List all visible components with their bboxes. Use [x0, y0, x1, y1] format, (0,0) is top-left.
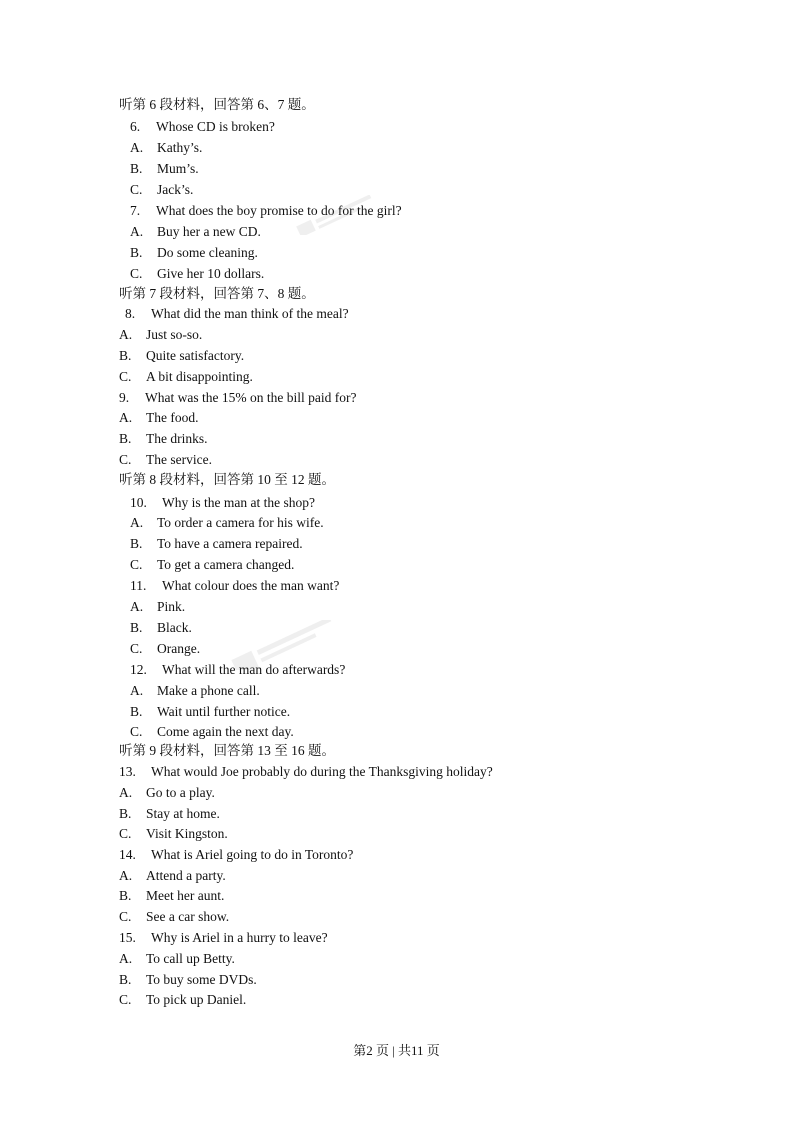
option-label: B.	[130, 704, 143, 719]
option	[119, 430, 208, 448]
option-label: A.	[130, 599, 144, 614]
option-label: C.	[130, 182, 143, 197]
section-header: 听第 6 段材料，回答第 6、7 题。	[119, 97, 315, 112]
question	[125, 305, 349, 323]
option-label: A.	[119, 785, 133, 800]
option-text: Do some cleaning.	[157, 245, 258, 260]
question-text: What was the 15% on the bill paid for?	[145, 390, 357, 405]
option-label: A.	[130, 224, 144, 239]
option-text: See a car show.	[146, 909, 230, 924]
question	[130, 202, 402, 220]
question-text: Whose CD is broken?	[156, 119, 275, 134]
option-label: C.	[119, 992, 132, 1007]
option	[119, 971, 257, 989]
option-text: Buy her a new CD.	[157, 224, 261, 239]
question	[119, 929, 328, 947]
option-label: B.	[130, 245, 143, 260]
option	[130, 556, 294, 574]
option-text: Mum’s.	[157, 161, 199, 176]
option-text: To pick up Daniel.	[146, 992, 247, 1007]
option-text: Just so-so.	[146, 327, 203, 342]
question-number: 14.	[119, 847, 136, 862]
option-label: B.	[119, 431, 132, 446]
question-text: What does the boy promise to do for the girl?	[156, 203, 402, 218]
option	[130, 723, 294, 741]
option-text: Stay at home.	[146, 806, 220, 821]
option	[119, 867, 226, 885]
option-text: The service.	[146, 452, 212, 467]
question-number: 13.	[119, 764, 136, 779]
question-number: 15.	[119, 930, 136, 945]
option	[119, 825, 228, 843]
option	[130, 265, 264, 283]
option	[130, 640, 200, 658]
option-label: C.	[130, 557, 143, 572]
option-text: Kathy’s.	[157, 140, 203, 155]
option-text: To call up Betty.	[146, 951, 235, 966]
option	[119, 451, 212, 469]
option-label: B.	[119, 806, 132, 821]
option	[130, 619, 192, 637]
option-label: A.	[119, 410, 133, 425]
option-text: The food.	[146, 410, 199, 425]
option-text: To have a camera repaired.	[157, 536, 303, 551]
option-text: Meet her aunt.	[146, 888, 225, 903]
option	[130, 682, 260, 700]
option-label: A.	[119, 951, 133, 966]
option-label: B.	[119, 348, 132, 363]
option	[119, 347, 244, 365]
option-text: To get a camera changed.	[157, 557, 295, 572]
section-header: 听第 7 段材料，回答第 7、8 题。	[119, 286, 315, 301]
option-text: Quite satisfactory.	[146, 348, 245, 363]
option-text: To order a camera for his wife.	[157, 515, 324, 530]
option	[119, 326, 202, 344]
option	[119, 805, 220, 823]
option	[119, 991, 246, 1009]
option-label: C.	[119, 826, 132, 841]
option-label: B.	[130, 620, 143, 635]
option-label: B.	[119, 888, 132, 903]
option-label: C.	[130, 641, 143, 656]
option	[119, 409, 198, 427]
question-number: 7.	[130, 203, 141, 218]
question-text: Why is the man at the shop?	[162, 495, 315, 510]
option-label: C.	[119, 452, 132, 467]
page-footer: 第2 页 | 共11 页	[353, 1043, 440, 1058]
option	[130, 535, 303, 553]
option-label: B.	[119, 972, 132, 987]
question	[130, 118, 275, 136]
option-label: B.	[130, 161, 143, 176]
section-header: 听第 9 段材料，回答第 13 至 16 题。	[119, 743, 335, 758]
option	[119, 368, 253, 386]
option	[119, 950, 235, 968]
option	[130, 223, 261, 241]
question-text: What colour does the man want?	[162, 578, 340, 593]
option-text: Attend a party.	[146, 868, 226, 883]
question-text: Why is Ariel in a hurry to leave?	[151, 930, 328, 945]
option-text: Wait until further notice.	[157, 704, 291, 719]
option	[130, 139, 202, 157]
question-number: 11.	[130, 578, 147, 593]
option	[130, 181, 193, 199]
question-text: What is Ariel going to do in Toronto?	[151, 847, 354, 862]
option-label: C.	[119, 909, 132, 924]
option-text: Come again the next day.	[157, 724, 294, 739]
option-text: Jack’s.	[157, 182, 194, 197]
option	[119, 784, 215, 802]
option-text: Black.	[157, 620, 192, 635]
option	[130, 598, 185, 616]
option-text: Make a phone call.	[157, 683, 260, 698]
option-text: Orange.	[157, 641, 201, 656]
question-number: 6.	[130, 119, 141, 134]
option-text: Visit Kingston.	[146, 826, 228, 841]
question-number: 10.	[130, 495, 147, 510]
option-text: To buy some DVDs.	[146, 972, 257, 987]
option-label: C.	[119, 369, 132, 384]
question	[119, 846, 353, 864]
question	[119, 389, 356, 407]
option-text: The drinks.	[146, 431, 208, 446]
option-label: A.	[119, 868, 133, 883]
option-label: A.	[130, 683, 144, 698]
question	[119, 763, 493, 781]
option-text: A bit disappointing.	[146, 369, 253, 384]
option-label: C.	[130, 724, 143, 739]
question-number: 8.	[125, 306, 136, 321]
option-label: A.	[130, 140, 144, 155]
option-text: Go to a play.	[146, 785, 215, 800]
option	[130, 703, 290, 721]
question	[130, 577, 339, 595]
option	[119, 887, 224, 905]
option-label: C.	[130, 266, 143, 281]
question-number: 9.	[119, 390, 130, 405]
option-label: A.	[119, 327, 133, 342]
question-text: What did the man think of the meal?	[151, 306, 349, 321]
section-header: 听第 8 段材料，回答第 10 至 12 题。	[119, 472, 335, 487]
question-text: What would Joe probably do during the Thanksgiving holiday?	[151, 764, 493, 779]
option-label: B.	[130, 536, 143, 551]
option	[130, 160, 199, 178]
question	[130, 661, 345, 679]
question-text: What will the man do afterwards?	[162, 662, 346, 677]
option-text: Give her 10 dollars.	[157, 266, 265, 281]
question	[130, 494, 315, 512]
option	[130, 244, 258, 262]
option-label: A.	[130, 515, 144, 530]
option	[119, 908, 229, 926]
question-number: 12.	[130, 662, 147, 677]
option	[130, 514, 324, 532]
option-text: Pink.	[157, 599, 186, 614]
